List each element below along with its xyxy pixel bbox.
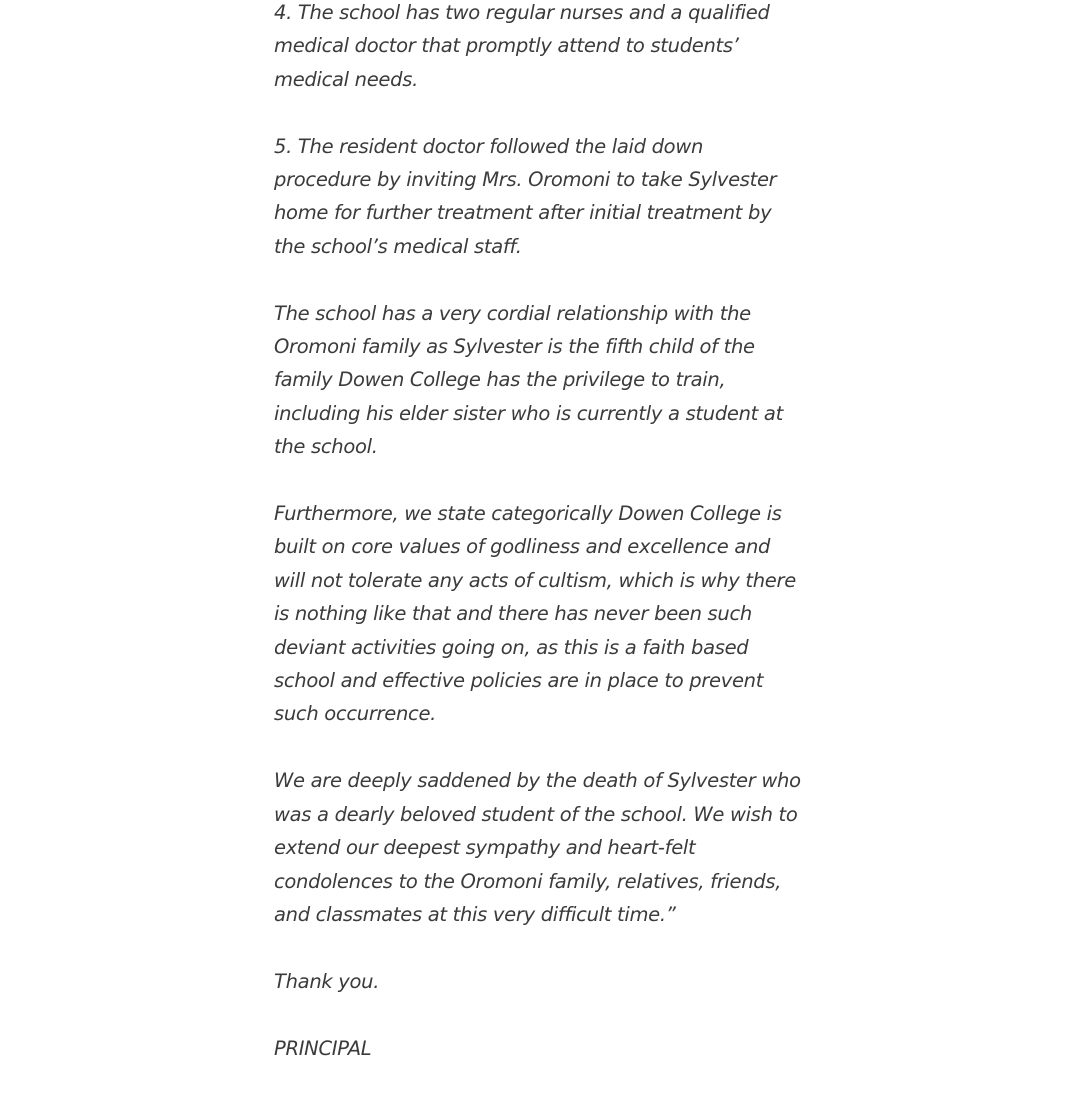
paragraph-core-values: Furthermore, we state categorically Dowen College is built on core values of godliness and excellence and will not tolerate any acts of cultism, which is why there is nothing like that and there has never been such deviant activities going on, as this is a faith based school and effective policies are in place to prevent such occurrence.: [274, 502, 796, 726]
paragraph-cordial-relationship: The school has a very cordial relationship with the Oromoni family as Sylvester is the fifth child of the family Dowen College has the privilege to train, including his elder sister who is currently a student at the school.: [274, 301, 783, 459]
statement-body: [274, 0, 914, 1098]
paragraph-signature: PRINCIPAL: [274, 1036, 372, 1060]
paragraph-condolences: We are deeply saddened by the death of Sylvester who was a dearly beloved student of the school. We wish to extend our deepest sympathy and heart-felt condolences to the Oromoni family, relatives, friends, and classmates at this very difficult time.”: [274, 769, 801, 926]
paragraph-point-5: 5. The resident doctor followed the laid down procedure by inviting Mrs. Oromoni to take Sylvester home for further treatment after initial treatment by the school’s medical staff.: [274, 134, 777, 258]
paragraph-closing: Thank you.: [274, 969, 380, 993]
paragraph-point-4: 4. The school has two regular nurses and a qualified medical doctor that promptly attend to students’ medical needs.: [274, 1, 770, 91]
